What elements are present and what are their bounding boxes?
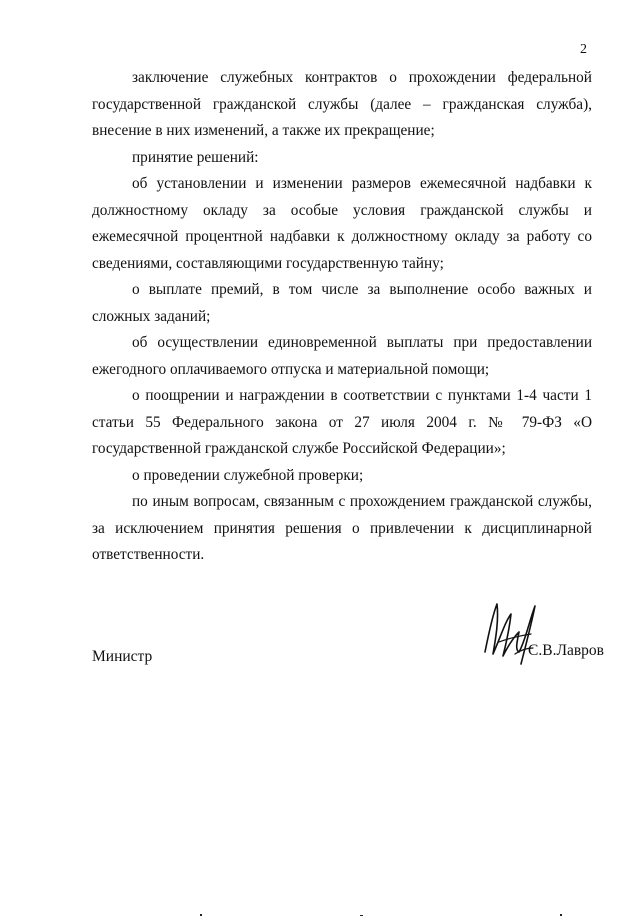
signer-position: Министр [92, 648, 153, 665]
signature-block [92, 642, 604, 672]
paragraph-contracts: заключение служебных контрактов о прохождении федеральной государственной гражданской службы (далее – гражданская служба), внесение в них изменений, а также их прекращение; [92, 69, 592, 139]
paragraph-inspection: о проведении служебной проверки; [132, 466, 364, 484]
paragraph-awards: о поощрении и награждении в соответствии с пунктами 1-4 части 1 статьи 55 Федерального закона от 27 июля 2004 г. № 79-ФЗ «О государственной гражданской службе Российской Федерации»; [92, 387, 592, 457]
scan-artifact [200, 914, 202, 916]
paragraph-decisions-heading: принятие решений: [132, 148, 259, 166]
paragraph-one-time-payment: об осуществлении единовременной выплаты при предоставлении ежегодного оплачиваемого отпуска и материальной помощи; [92, 334, 592, 378]
scan-artifact [560, 914, 562, 916]
paragraph-allowances: об установлении и изменении размеров ежемесячной надбавки к должностному окладу за особые условия гражданской службы и ежемесячной процентной надбавки к должностному окладу за работу со сведениями, составляющими государственную тайну; [92, 175, 592, 272]
paragraph-other-matters: по иным вопросам, связанным с прохождением гражданской службы, за исключением принятия решения о привлечении к дисциплинарной ответственности. [92, 493, 592, 563]
document-body [92, 65, 592, 569]
scan-artifact [360, 915, 363, 916]
paragraph-bonuses: о выплате премий, в том числе за выполнение особо важных и сложных заданий; [92, 281, 592, 325]
signer-name: С.В.Лавров [528, 642, 604, 659]
page-number: 2 [580, 42, 587, 57]
